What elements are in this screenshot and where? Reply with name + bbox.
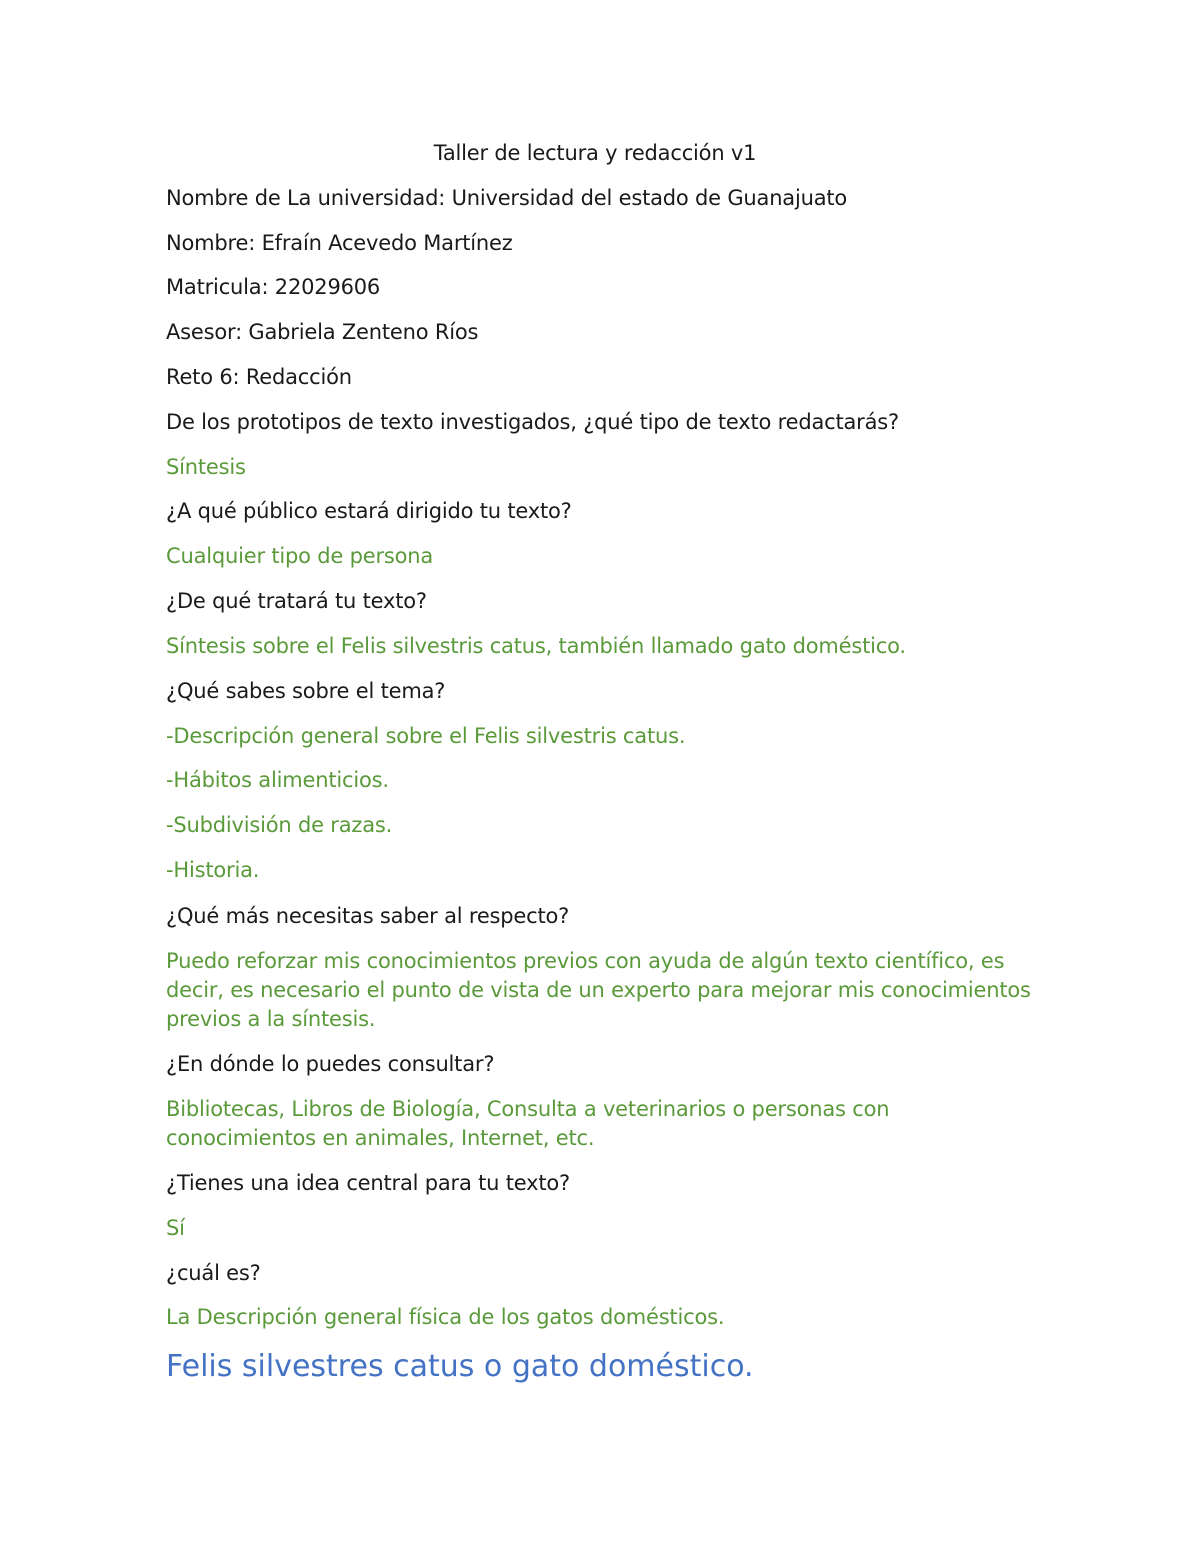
answer-knowledge-item: -Historia. (166, 858, 260, 882)
answer-more-info: Puedo reforzar mis conocimientos previos con ayuda de algún texto científico, es decir, es necesario el punto de vista de un experto para mejorar mis conocimientos previos a la síntesis. (166, 949, 1031, 1031)
question-which: ¿cuál es? (166, 1261, 261, 1285)
question-audience: ¿A qué público estará dirigido tu texto? (166, 499, 572, 523)
answer-audience: Cualquier tipo de persona (166, 544, 434, 568)
advisor-line: Asesor: Gabriela Zenteno Ríos (166, 320, 479, 344)
challenge-line: Reto 6: Redacción (166, 365, 352, 389)
student-name-line: Nombre: Efraín Acevedo Martínez (166, 231, 513, 255)
question-central-idea: ¿Tienes una idea central para tu texto? (166, 1171, 570, 1195)
answer-which: La Descripción general física de los gatos domésticos. (166, 1305, 725, 1329)
section-heading: Felis silvestres catus o gato doméstico. (166, 1349, 754, 1384)
question-knowledge: ¿Qué sabes sobre el tema? (166, 679, 446, 703)
answer-knowledge-item: -Hábitos alimenticios. (166, 768, 389, 792)
document-title: Taller de lectura y redacción v1 (433, 141, 757, 165)
question-topic: ¿De qué tratará tu texto? (166, 589, 427, 613)
answer-central-idea: Sí (166, 1216, 185, 1240)
answer-knowledge-item: -Subdivisión de razas. (166, 813, 393, 837)
enrollment-line: Matricula: 22029606 (166, 275, 381, 299)
answer-knowledge-item: -Descripción general sobre el Felis silvestris catus. (166, 724, 686, 748)
university-line: Nombre de La universidad: Universidad del estado de Guanajuato (166, 186, 848, 210)
question-text-type: De los prototipos de texto investigados, ¿qué tipo de texto redactarás? (166, 410, 899, 434)
answer-sources: Bibliotecas, Libros de Biología, Consulta a veterinarios o personas con conocimientos en animales, Internet, etc. (166, 1097, 890, 1150)
answer-topic: Síntesis sobre el Felis silvestris catus, también llamado gato doméstico. (166, 634, 906, 658)
answer-text-type: Síntesis (166, 455, 246, 479)
question-more-info: ¿Qué más necesitas saber al respecto? (166, 904, 570, 928)
question-sources: ¿En dónde lo puedes consultar? (166, 1052, 495, 1076)
